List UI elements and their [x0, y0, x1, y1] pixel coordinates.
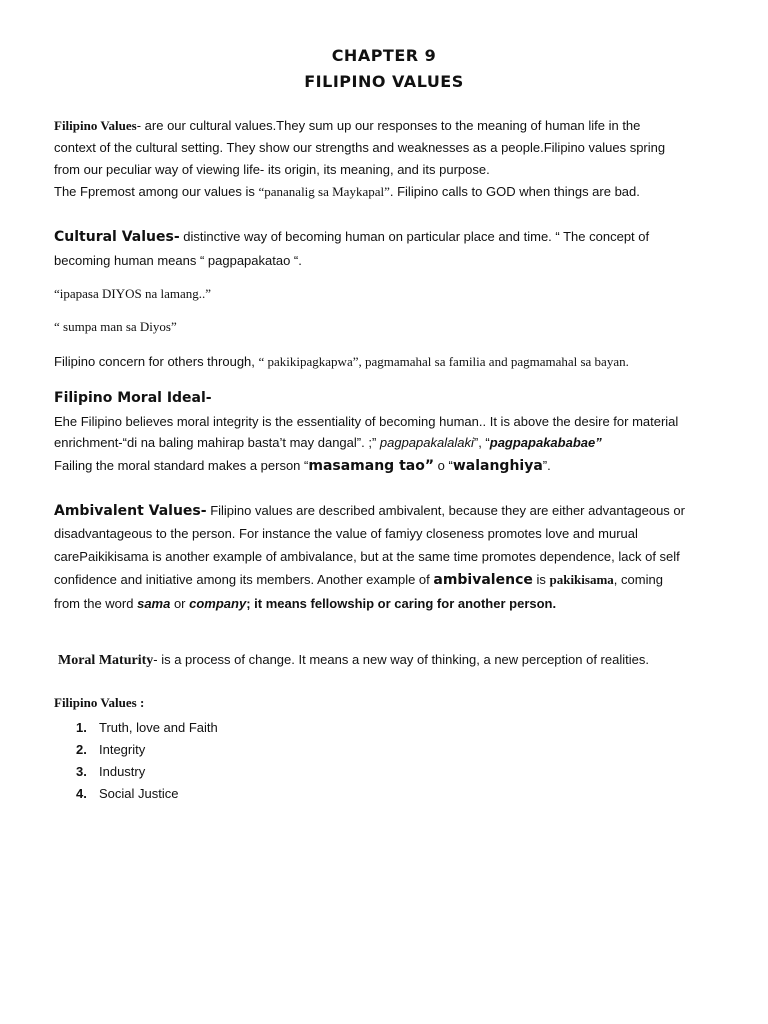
- ambivalent-line-3: carePaikikisama is another example of ambivalance, but at the same time promotes dependence, lack of self: [54, 549, 680, 564]
- ambivalent-line-1-text: Filipino values are described ambivalent, because they are either advantageous or: [206, 503, 685, 518]
- cultural-line-1-text: distinctive way of becoming human on particular place and time. “ The concept of: [179, 229, 650, 244]
- list-item-number: 1.: [76, 720, 87, 735]
- ambivalent-line-5-a: from the word: [54, 596, 138, 611]
- intro-line-1: [54, 118, 640, 134]
- pagpapakababae: pagpapakababae”: [489, 435, 602, 450]
- list-item-number: 2.: [76, 742, 87, 757]
- ambivalent-line-2: disadvantageous to the person. For instance the value of famiyy closeness promotes love and murual: [54, 526, 638, 541]
- sama-term: sama: [137, 596, 171, 611]
- moral-maturity-line: [58, 652, 649, 669]
- ambivalent-line-4-c: is: [532, 572, 550, 587]
- list-item-text: Industry: [99, 764, 146, 779]
- quote-sumpa: “ sumpa man sa Diyos”: [54, 319, 177, 334]
- ambivalent-line-5: [54, 596, 556, 611]
- moral-ideal-line-3-c: o “: [434, 458, 453, 473]
- list-item-text: Social Justice: [99, 786, 179, 801]
- ambivalence-term: ambivalence: [433, 572, 533, 588]
- moral-ideal-heading: Filipino Moral Ideal-: [54, 390, 212, 406]
- cultural-heading: Cultural Values-: [54, 229, 180, 245]
- quote-ipapasa: “ipapasa DIYOS na lamang..”: [54, 286, 212, 301]
- list-item-number: 3.: [76, 764, 87, 779]
- company-term: company: [189, 596, 247, 611]
- intro-line-4-b: . Filipino calls to GOD when things are bad.: [389, 184, 640, 199]
- list-item-number: 4.: [76, 786, 87, 801]
- intro-term: Filipino Values: [54, 118, 137, 133]
- values-list: [54, 695, 218, 805]
- ambivalent-line-5-e: ; it means fellowship or caring for another person.: [246, 596, 557, 611]
- moral-maturity-term: Moral Maturity: [58, 653, 154, 668]
- intro-line-4: [54, 184, 640, 200]
- intro-line-4-a: The Fpremost among our values is: [54, 184, 259, 199]
- chapter-number: CHAPTER 9: [331, 46, 437, 65]
- intro-line-2: context of the cultural setting. They show our strengths and weaknesses as a people.Filipino values spring: [54, 140, 666, 155]
- intro-line-1-text: - are our cultural values.They sum up our responses to the meaning of human life in the: [136, 118, 641, 133]
- intro-line-3: from our peculiar way of viewing life- its origin, its meaning, and its purpose.: [54, 162, 490, 177]
- ambivalent-line-1: [54, 503, 685, 519]
- values-list-title: Filipino Values :: [54, 695, 145, 710]
- concern-line: [54, 354, 629, 370]
- moral-ideal-line-3: [54, 458, 551, 474]
- moral-ideal-line-2-a: enrichment-“di na baling mahirap basta’t may dangal”. ;”: [54, 435, 380, 450]
- chapter-title: FILIPINO VALUES: [304, 72, 464, 91]
- moral-ideal-line-3-e: ”.: [542, 458, 551, 473]
- moral-maturity-text: - is a process of change. It means a new way of thinking, a new perception of realities.: [153, 652, 649, 667]
- ambivalent-line-4-a: confidence and initiative among its members. Another example of: [54, 572, 434, 587]
- ambivalent-line-5-c: or: [170, 596, 190, 611]
- list-item: [54, 717, 218, 739]
- cultural-line-1: [54, 229, 649, 245]
- list-item: [54, 761, 144, 783]
- list-item-text: Truth, love and Faith: [99, 720, 218, 735]
- ambivalent-heading: Ambivalent Values-: [54, 503, 207, 519]
- pakikisama-term: pakikisama: [549, 572, 614, 587]
- concern-b: “ pakikipagkapwa”, pagmamahal sa familia and pagmamahal sa bayan.: [258, 354, 629, 369]
- moral-ideal-line-2-c: ”, “: [473, 435, 490, 450]
- walanghiya: walanghiya: [452, 458, 543, 474]
- list-item: [54, 739, 144, 761]
- concern-a: Filipino concern for others through,: [54, 354, 259, 369]
- intro-quote: “pananalig sa Maykapal”: [258, 184, 390, 199]
- list-item-text: Integrity: [99, 742, 146, 757]
- moral-ideal-line-3-a: Failing the moral standard makes a person “: [54, 458, 309, 473]
- list-item: [54, 783, 179, 805]
- pagpapakalalaki: pagpapakalalaki: [379, 435, 474, 450]
- moral-ideal-line-2: [54, 435, 602, 450]
- masamang-tao: masamang tao”: [308, 458, 435, 474]
- ambivalent-line-4: [54, 572, 663, 588]
- cultural-line-2: becoming human means “ pagpapakatao “.: [54, 253, 302, 268]
- moral-ideal-line-1: Ehe Filipino believes moral integrity is the essentiality of becoming human.. It is above the desire for material: [54, 414, 679, 429]
- ambivalent-line-4-e: , coming: [613, 572, 663, 587]
